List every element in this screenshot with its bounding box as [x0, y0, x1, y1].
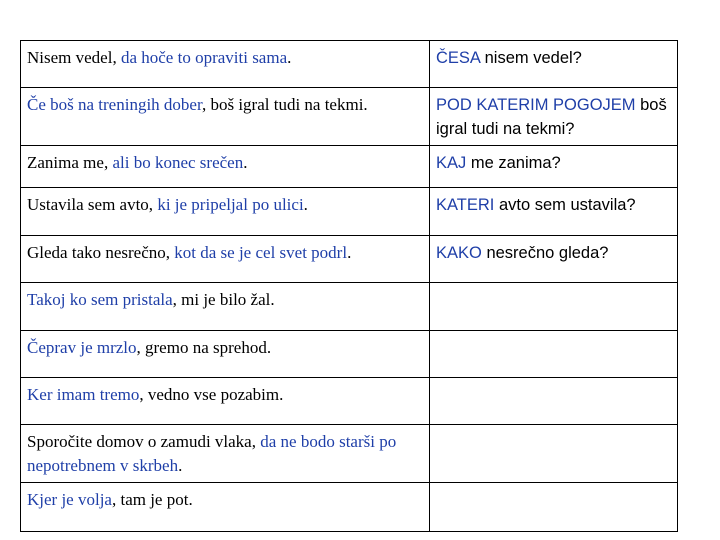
highlighted-phrase: ali bo konec srečen	[112, 153, 244, 172]
question-cell	[430, 88, 678, 146]
highlighted-phrase: da ne bodo starši po nepotrebnem v skrbeh	[27, 432, 397, 475]
highlighted-phrase: KAJ	[436, 154, 467, 172]
highlighted-phrase: Čeprav je mrzlo	[27, 338, 137, 357]
question-cell	[430, 483, 678, 532]
plain-text: , boš igral tudi na tekmi.	[201, 95, 368, 114]
plain-text: Gleda tako nesrečno,	[27, 243, 175, 262]
plain-text: me zanima?	[466, 154, 561, 172]
sentence-cell	[21, 41, 430, 88]
sentence-question-table	[20, 40, 678, 532]
plain-text: , tam je pot.	[111, 490, 193, 509]
table-row	[21, 41, 678, 88]
plain-text: boš igral tudi na tekmi?	[436, 96, 667, 138]
plain-text: .	[347, 243, 352, 262]
sentence-cell	[21, 331, 430, 378]
question-cell	[430, 236, 678, 283]
table-body	[21, 41, 678, 532]
sentence-cell	[21, 283, 430, 331]
plain-text: avto sem ustavila?	[494, 196, 636, 214]
table-row	[21, 283, 678, 331]
highlighted-phrase: kot da se je cel svet podrl	[174, 243, 348, 262]
table-row	[21, 236, 678, 283]
table-row	[21, 425, 678, 483]
plain-text: , vedno vse pozabim.	[139, 385, 284, 404]
table-row	[21, 188, 678, 236]
plain-text: .	[178, 456, 183, 475]
highlighted-phrase: ČESA	[436, 49, 481, 67]
plain-text: , gremo na sprehod.	[136, 338, 272, 357]
plain-text: , mi je bilo žal.	[172, 290, 275, 309]
table-row	[21, 378, 678, 425]
plain-text: nisem vedel?	[480, 49, 582, 67]
highlighted-phrase: ki je pripeljal po ulici	[157, 195, 304, 214]
sentence-cell	[21, 236, 430, 283]
plain-text: nesrečno gleda?	[481, 244, 609, 262]
highlighted-phrase: KAKO	[436, 244, 482, 262]
highlighted-phrase: Kjer je volja	[27, 490, 112, 509]
table-row	[21, 146, 678, 188]
question-cell	[430, 331, 678, 378]
sentence-cell	[21, 378, 430, 425]
table-row	[21, 88, 678, 146]
sentence-cell	[21, 146, 430, 188]
highlighted-phrase: Ker imam tremo	[27, 385, 140, 404]
plain-text: Ustavila sem avto,	[27, 195, 158, 214]
question-cell	[430, 146, 678, 188]
highlighted-phrase: POD KATERIM POGOJEM	[436, 96, 636, 114]
highlighted-phrase: Če boš na treningih dober	[27, 95, 202, 114]
sentence-cell	[21, 483, 430, 532]
question-cell	[430, 378, 678, 425]
question-cell	[430, 283, 678, 331]
plain-text: .	[243, 153, 248, 172]
highlighted-phrase: da hoče to opraviti sama	[120, 48, 288, 67]
highlighted-phrase: Takoj ko sem pristala	[27, 290, 173, 309]
plain-text: Zanima me,	[27, 153, 113, 172]
sentence-cell	[21, 188, 430, 236]
highlighted-phrase: KATERI	[436, 196, 495, 214]
plain-text: Nisem vedel,	[27, 48, 121, 67]
plain-text: Sporočite domov o zamudi vlaka,	[27, 432, 261, 451]
table-row	[21, 483, 678, 532]
question-cell	[430, 41, 678, 88]
question-cell	[430, 188, 678, 236]
sentence-cell	[21, 88, 430, 146]
table-row	[21, 331, 678, 378]
sentence-cell	[21, 425, 430, 483]
plain-text: .	[287, 48, 292, 67]
plain-text: .	[303, 195, 308, 214]
question-cell	[430, 425, 678, 483]
